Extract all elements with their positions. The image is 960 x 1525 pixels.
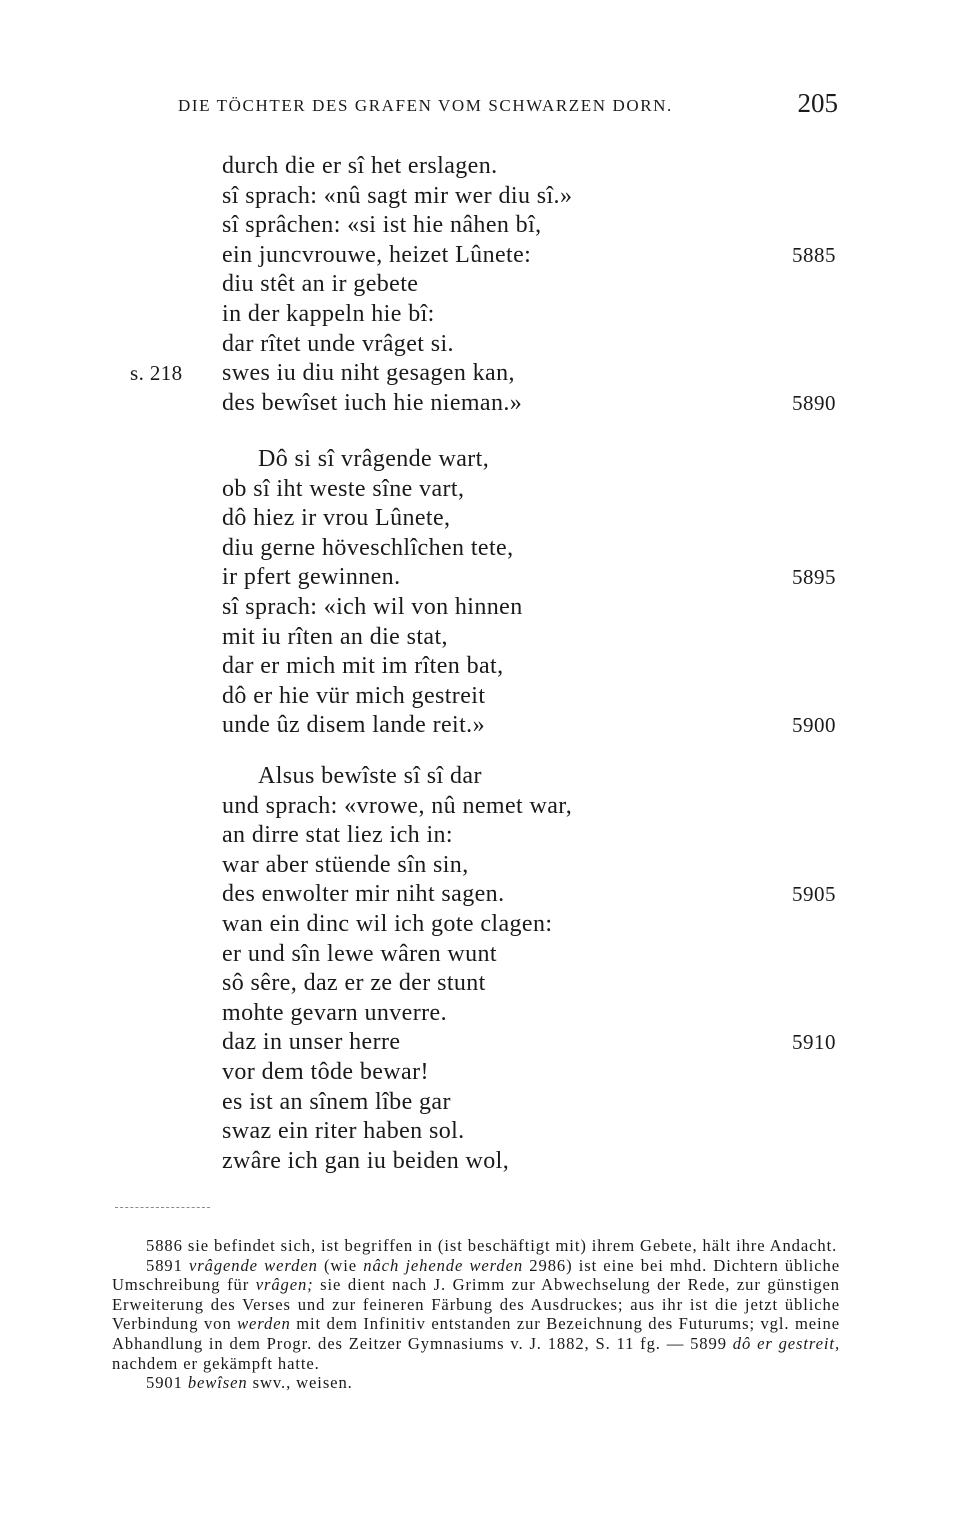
- verse-text: sî sprach: «nû sagt mir wer diu sî.»: [222, 182, 573, 209]
- verse-text: an dirre stat liez ich in:: [222, 822, 453, 849]
- stanza-3: [0, 762, 960, 1176]
- verse-text: sô sêre, daz er ze der stunt: [222, 970, 486, 997]
- line-number: 5910: [792, 1030, 836, 1055]
- verse-line: [0, 359, 960, 389]
- verse-line: [0, 1088, 960, 1118]
- verse-line: [0, 475, 960, 505]
- verse-text: Alsus bewîste sî sî dar: [258, 763, 482, 789]
- verse-text: wan ein dinc wil ich gote clagen:: [222, 910, 553, 937]
- verse-line: [0, 563, 960, 593]
- verse-text: vor dem tôde bewar!: [222, 1058, 429, 1085]
- verse-line: [0, 851, 960, 881]
- footnote-5886: 5886 sie befindet sich, ist begriffen in (ist beschäftigt mit) ihrem Gebete, hält ihre Andacht.: [146, 1236, 838, 1255]
- verse-text: dar rîtet unde vrâget si.: [222, 330, 454, 357]
- verse-text: ob sî iht weste sîne vart,: [222, 475, 465, 502]
- verse-text: swaz ein riter haben sol.: [222, 1118, 465, 1145]
- verse-line: [0, 504, 960, 534]
- verse-line: [0, 270, 960, 300]
- verse-line: [0, 682, 960, 712]
- running-head: DIE TÖCHTER DES GRAFEN VOM SCHWARZEN DORN.: [178, 96, 673, 115]
- verse-text: mit iu rîten an die stat,: [222, 623, 448, 650]
- verse-line: [0, 969, 960, 999]
- verse-line: [0, 762, 960, 792]
- stanza-2: [0, 445, 960, 741]
- verse-line: [0, 910, 960, 940]
- verse-line: [0, 711, 960, 741]
- verse-text: sî sprach: «ich wil von hinnen: [222, 593, 523, 620]
- verse-line: [0, 1028, 960, 1058]
- verse-line: [0, 330, 960, 360]
- verse-text: durch die er sî het erslagen.: [222, 153, 498, 179]
- line-number: 5885: [792, 242, 836, 267]
- line-number: 5900: [792, 713, 836, 738]
- verse-text: swes iu diu niht gesagen kan,: [222, 360, 515, 387]
- footnote-5891: 5891 vrâgende werden (wie nâch jehende werden 2986) ist eine bei mhd. Dichtern übliche Umschreibung für vrâgen; sie dient nach J. Grimm zur Abwechselung der Rede, zur günstigen Erweiterung des Verses und zur feineren Färbung des Ausdruckes; aus ihr ist die jetzt übliche Verbindung von werden mit dem Infinitiv entstanden zur Bezeichnung des Futurums; vgl. meine Abhandlung in dem Progr. des Zeitzer Gymnasiums v. J. 1882, S. 11 fg. — 5899 dô er gestreit, nachdem er gekämpft hatte.: [112, 1255, 840, 1373]
- verse-line: [0, 445, 960, 475]
- verse-line: [0, 300, 960, 330]
- line-number: 5895: [792, 565, 836, 590]
- verse-text: Dô si sî vrâgende wart,: [258, 446, 490, 472]
- verse-text: zwâre ich gan iu beiden wol,: [222, 1147, 510, 1174]
- verse-text: daz in unser herre: [222, 1029, 401, 1056]
- verse-line: [0, 821, 960, 851]
- page-header: [178, 88, 838, 122]
- verse-line: [0, 880, 960, 910]
- verse-line: [0, 1147, 960, 1177]
- verse-text: unde ûz disem lande reit.»: [222, 712, 485, 739]
- verse-line: [0, 623, 960, 653]
- verse-text: des enwolter mir niht sagen.: [222, 881, 505, 908]
- stanza-1: [0, 152, 960, 418]
- verse-line: [0, 792, 960, 822]
- verse-text: dô er hie vür mich gestreit: [222, 682, 486, 709]
- verse-line: [0, 389, 960, 419]
- verse-text: in der kappeln hie bî:: [222, 300, 435, 327]
- footnotes: [112, 1236, 840, 1393]
- verse-line: [0, 241, 960, 271]
- verse-line: [0, 152, 960, 182]
- verse-text: es ist an sînem lîbe gar: [222, 1088, 451, 1115]
- verse-text: er und sîn lewe wâren wunt: [222, 940, 497, 967]
- verse-text: dar er mich mit im rîten bat,: [222, 653, 504, 680]
- verse-line: [0, 940, 960, 970]
- footnote-5901: 5901 bewîsen swv., weisen.: [146, 1373, 353, 1393]
- verse-text: und sprach: «vrowe, nû nemet war,: [222, 792, 573, 819]
- page-number: 205: [797, 88, 838, 118]
- footnote-separator: [115, 1207, 210, 1208]
- verse-line: [0, 534, 960, 564]
- verse-text: dô hiez ir vrou Lûnete,: [222, 505, 451, 532]
- verse-text: war aber stüende sîn sin,: [222, 851, 469, 878]
- verse-line: [0, 211, 960, 241]
- source-page-reference: s. 218: [130, 361, 183, 386]
- verse-line: [0, 182, 960, 212]
- verse-line: [0, 652, 960, 682]
- verse-line: [0, 1058, 960, 1088]
- verse-text: diu stêt an ir gebete: [222, 271, 419, 298]
- verse-text: diu gerne höveschlîchen tete,: [222, 534, 514, 561]
- verse-line: [0, 593, 960, 623]
- line-number: 5890: [792, 390, 836, 415]
- verse-text: ein juncvrouwe, heizet Lûnete:: [222, 241, 532, 268]
- verse-text: mohte gevarn unverre.: [222, 999, 447, 1026]
- line-number: 5905: [792, 882, 836, 907]
- verse-line: [0, 999, 960, 1029]
- verse-text: sî sprâchen: «si ist hie nâhen bî,: [222, 212, 542, 239]
- verse-line: [0, 1117, 960, 1147]
- verse-text: ir pfert gewinnen.: [222, 564, 401, 591]
- verse-text: des bewîset iuch hie nieman.»: [222, 389, 523, 416]
